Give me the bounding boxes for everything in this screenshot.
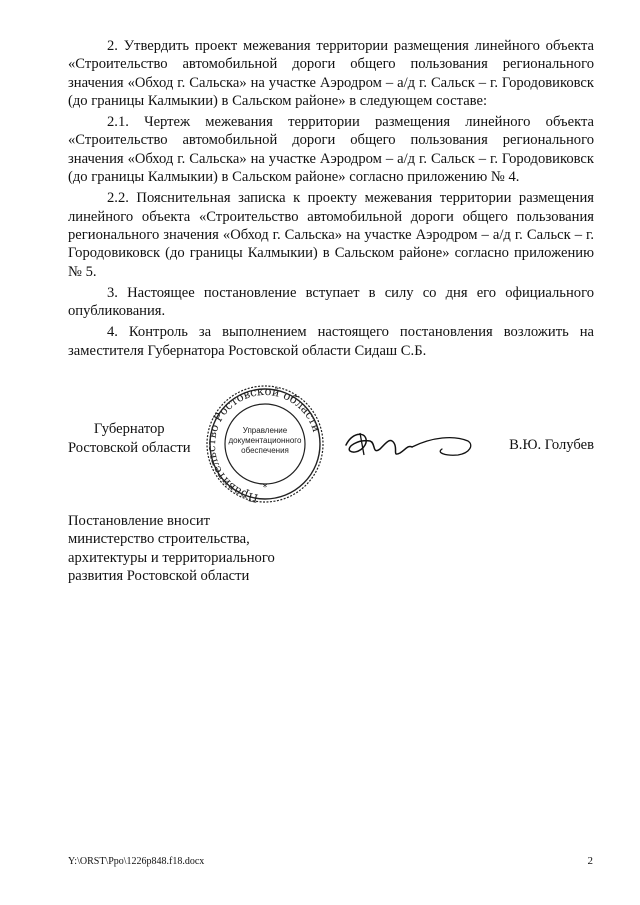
signatory-title-line1: Губернатор bbox=[93, 421, 165, 437]
submitter-line1: Постановление вносит bbox=[68, 513, 211, 529]
seal-center-line2: документационного bbox=[228, 436, 302, 445]
paragraph-2-1: 2.1. Чертеж межевания территории размещения линейного объекта «Строительство автомобильной дороги общего пользования регионального значения «Обход г. Сальска» на участке Аэродром – а/д г. Сальск – г. Городовиковск (до границы Калмыкии) в Сальском районе» согласно приложению № 4. bbox=[68, 114, 594, 186]
submitter-note bbox=[68, 512, 275, 585]
seal-center-line3: обеспечения bbox=[241, 446, 289, 455]
paragraph-4: 4. Контроль за выполнением настоящего постановления возложить на заместителя Губернатора Ростовской области Сидаш С.Б. bbox=[68, 324, 594, 359]
signatory-title bbox=[68, 420, 191, 457]
official-seal bbox=[198, 383, 332, 505]
seal-center-line1: Управление bbox=[242, 426, 288, 435]
document-body bbox=[68, 37, 594, 363]
handwritten-signature bbox=[342, 425, 482, 465]
signatory-name: В.Ю. Голубев bbox=[509, 437, 594, 453]
submitter-line4: развития Ростовской области bbox=[68, 567, 250, 584]
seal-star-icon: * bbox=[262, 483, 268, 493]
submitter-line3: архитектуры и территориального bbox=[68, 549, 275, 566]
seal-ring-text: Правительство Ростовской области bbox=[203, 383, 325, 505]
signatory-title-line2: Ростовской области bbox=[68, 439, 191, 456]
submitter-line2: министерство строительства, bbox=[68, 531, 250, 548]
paragraph-2: 2. Утвердить проект межевания территории размещения линейного объекта «Строительство автомобильной дороги общего пользования регионального значения «Обход г. Сальска» на участке Аэродром – а/д г. Сальск – г. Городовиковск (до границы Калмыкии) в Сальском районе» в следующем составе: bbox=[68, 38, 594, 109]
paragraph-3: 3. Настоящее постановление вступает в силу со дня его официального опубликования. bbox=[68, 284, 594, 320]
footer-file-path: Y:\ORST\Ppo\1226p848.f18.docx bbox=[68, 856, 205, 867]
footer-page-number: 2 bbox=[587, 855, 593, 867]
paragraph-2-2: 2.2. Пояснительная записка к проекту межевания территории размещения линейного объекта «Строительство автомобильной дороги общего пользования регионального значения «Обход г. Сальска» на участке Аэродром – а/д г. Сальск – г. Городовиковск (до границы Калмыкии) в Сальском районе» согласно приложению № 5. bbox=[68, 190, 594, 280]
